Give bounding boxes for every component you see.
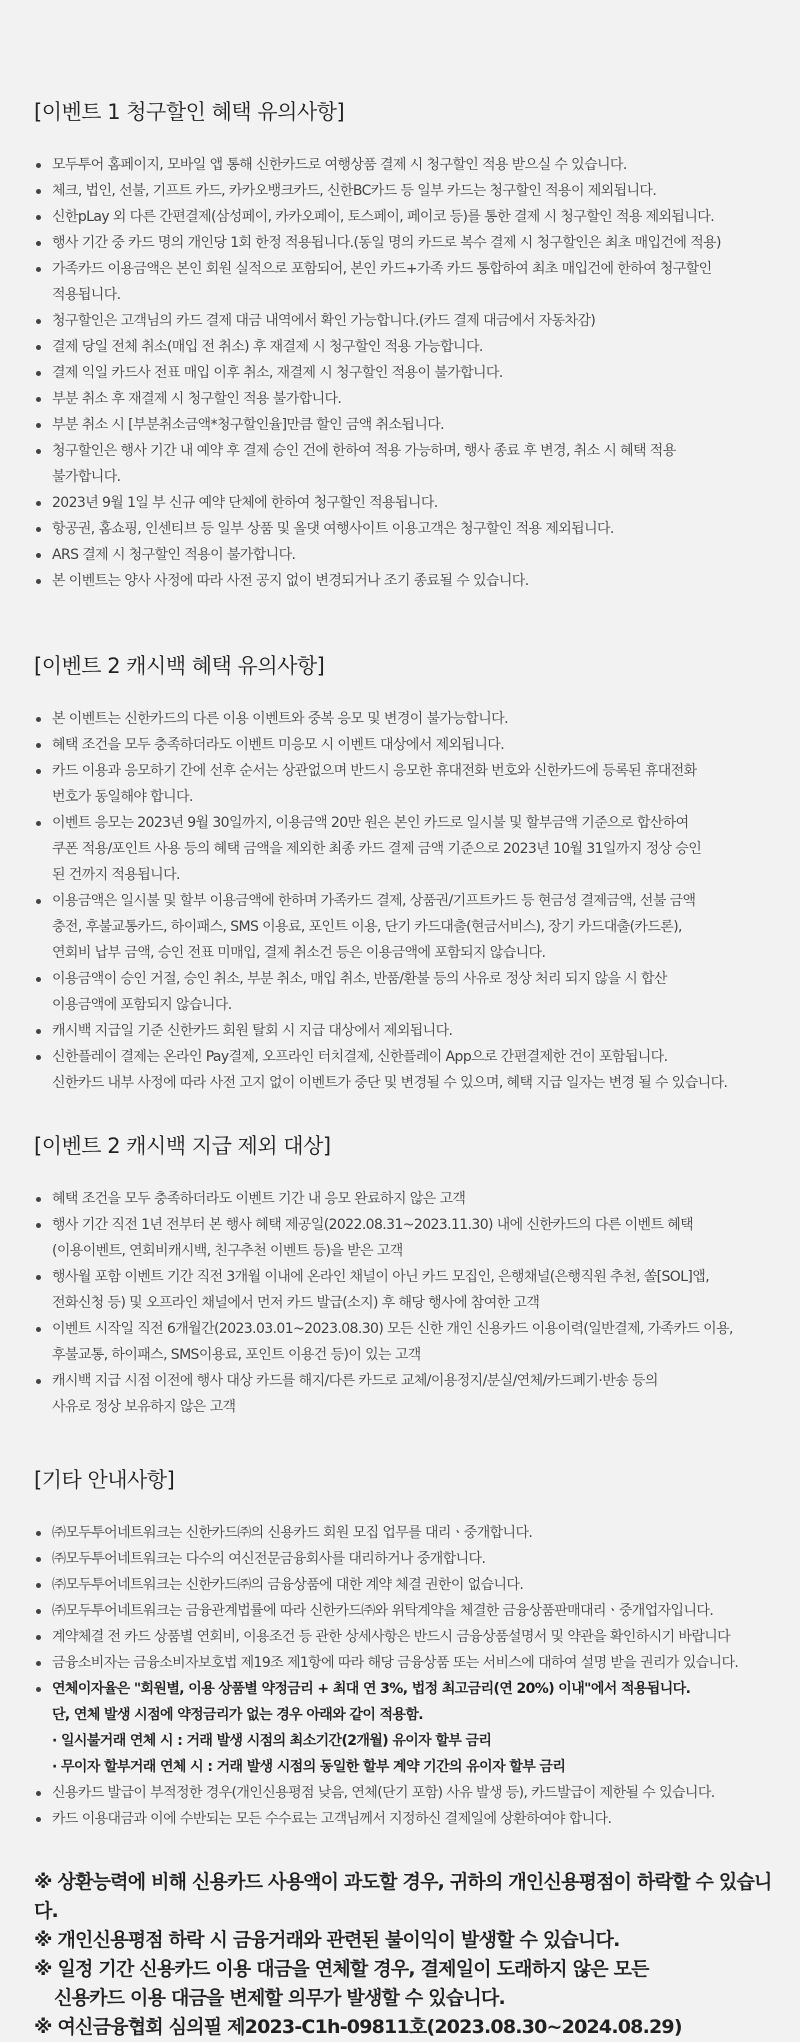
list-item-text: ㈜모두투어네트워크는 다수의 여신전문금융회사를 대리하거나 중개합니다. bbox=[52, 1551, 486, 1567]
list-item bbox=[34, 542, 776, 568]
list-item-text: 항공권, 홈쇼핑, 인센티브 등 일부 상품 및 올댓 여행사이트 이용고객은 청구할인 적용 제외됩니다. bbox=[52, 521, 614, 537]
list-item-text: 이벤트 응모는 2023년 9월 30일까지, 이용금액 20만 원은 본인 카드로 일시불 및 할부금액 기준으로 합산하여 bbox=[52, 815, 689, 831]
list-item-text: 행사월 포함 이벤트 기간 직전 3개월 이내에 온라인 채널이 아닌 카드 모집인, 은행채널(은행직원 추천, 쏠[SOL]앱, bbox=[52, 1269, 710, 1285]
list-item bbox=[34, 516, 776, 542]
list-item-text: 연체이자율은 "회원별, 이용 상품별 약정금리 + 최대 연 3%, 법정 최고금리(연 20%) 이내"에서 적용됩니다. bbox=[52, 1681, 691, 1697]
list-item bbox=[34, 810, 776, 888]
section-other-info bbox=[34, 1464, 776, 1832]
list-item-text: 번호가 동일해야 합니다. bbox=[52, 789, 193, 805]
warning-notices bbox=[34, 1868, 776, 2042]
list-item bbox=[34, 888, 776, 966]
section-event1-billing-discount bbox=[34, 96, 776, 594]
list-item bbox=[34, 732, 776, 758]
list-item-text: ㈜모두투어네트워크는 신한카드㈜의 금융상품에 대한 계약 체결 권한이 없습니다. bbox=[52, 1577, 524, 1593]
list-item bbox=[34, 1186, 776, 1212]
list-item-text: 행사 기간 직전 1년 전부터 본 행사 혜택 제공일(2022.08.31~2023.11.30) 내에 신한카드의 다른 이벤트 혜택 bbox=[52, 1217, 694, 1233]
list-item-text: 불가합니다. bbox=[52, 469, 121, 485]
list-item bbox=[34, 1806, 776, 1832]
list-item-text: 사유로 정상 보유하지 않은 고객 bbox=[52, 1399, 236, 1415]
list-item bbox=[34, 204, 776, 230]
list-item bbox=[34, 1780, 776, 1806]
list-item-text: 금융소비자는 금융소비자보호법 제19조 제1항에 따라 해당 금융상품 또는 서비스에 대하여 설명 받을 권리가 있습니다. bbox=[52, 1655, 739, 1671]
list-item-text: 카드 이용과 응모하기 간에 선후 순서는 상관없으며 반드시 응모한 휴대전화 번호와 신한카드에 등록된 휴대전화 bbox=[52, 763, 697, 779]
item-list bbox=[34, 1520, 776, 1832]
list-item-text: 전화신청 등) 및 오프라인 채널에서 먼저 카드 발급(소지) 후 해당 행사에 참여한 고객 bbox=[52, 1295, 540, 1311]
list-item bbox=[34, 230, 776, 256]
list-item-text: 청구할인은 고객님의 카드 결제 대금 내역에서 확인 가능합니다.(카드 결제 대금에서 자동차감) bbox=[52, 313, 596, 329]
list-item-text: 체크, 법인, 선불, 기프트 카드, 카카오뱅크카드, 신한BC카드 등 일부 카드는 청구할인 적용이 제외됩니다. bbox=[52, 183, 657, 199]
list-item-text: 후불교통, 하이패스, SMS이용료, 포인트 이용건 등)이 있는 고객 bbox=[52, 1347, 421, 1363]
list-item-text: 충전, 후불교통카드, 하이패스, SMS 이용료, 포인트 이용, 단기 카드대출(현금서비스), 장기 카드대출(카드론), bbox=[52, 919, 682, 935]
list-item bbox=[34, 178, 776, 204]
list-item-text: 행사 기간 중 카드 명의 개인당 1회 한정 적용됩니다.(동일 명의 카드로 복수 결제 시 청구할인은 최초 매입건에 적용) bbox=[52, 235, 721, 251]
list-item bbox=[34, 1044, 776, 1096]
list-item bbox=[34, 706, 776, 732]
list-item-text: 적용됩니다. bbox=[52, 287, 121, 303]
notice-text: ※ 상환능력에 비해 신용카드 사용액이 과도할 경우, 귀하의 개인신용평점이 하락할 수 있습니다. bbox=[34, 1871, 772, 1922]
item-list bbox=[34, 1186, 776, 1420]
list-item-text: 이용금액에 포함되지 않습니다. bbox=[52, 997, 232, 1013]
list-item bbox=[34, 308, 776, 334]
list-item-text: 본 이벤트는 신한카드의 다른 이용 이벤트와 중복 응모 및 변경이 불가능합니다. bbox=[52, 711, 508, 727]
section-title: [이벤트 2 캐시백 지급 제외 대상] bbox=[34, 1134, 331, 1158]
list-item-text: ㈜모두투어네트워크는 신한카드㈜의 신용카드 회원 모집 업무를 대리ㆍ중개합니다. bbox=[52, 1525, 533, 1541]
list-item-text: 쿠폰 적용/포인트 사용 등의 혜택 금액을 제외한 최종 카드 결제 금액 기준으로 2023년 10월 31일까지 정상 승인 bbox=[52, 841, 702, 857]
list-item bbox=[34, 1546, 776, 1572]
list-item-text: ARS 결제 시 청구할인 적용이 불가합니다. bbox=[52, 547, 296, 563]
list-item-text: 2023년 9월 1일 부 신규 예약 단체에 한하여 청구할인 적용됩니다. bbox=[52, 495, 438, 511]
list-item bbox=[34, 1572, 776, 1598]
list-item bbox=[34, 1650, 776, 1676]
list-item-text: 된 건까지 적용됩니다. bbox=[52, 867, 180, 883]
list-item-text: 신한카드 내부 사정에 따라 사전 고지 없이 이벤트가 중단 및 변경될 수 있으며, 혜택 지급 일자는 변경 될 수 있습니다. bbox=[52, 1075, 728, 1091]
list-item-text: 결제 당일 전체 취소(매입 전 취소) 후 재결제 시 청구할인 적용 가능합니다. bbox=[52, 339, 483, 355]
list-item bbox=[34, 1676, 776, 1780]
notice-line bbox=[34, 1955, 776, 2013]
list-item-text: 청구할인은 행사 기간 내 예약 후 결제 승인 건에 한하여 적용 가능하며, 행사 종료 후 변경, 취소 시 혜택 적용 bbox=[52, 443, 676, 459]
list-item-text: 캐시백 지급 시점 이전에 행사 대상 카드를 해지/다른 카드로 교체/이용정지/분실/연체/카드폐기·반송 등의 bbox=[52, 1373, 658, 1389]
list-item-text: 단, 연체 발생 시점에 약정금리가 없는 경우 아래와 같이 적용함. bbox=[52, 1707, 424, 1723]
list-item bbox=[34, 438, 776, 490]
list-item bbox=[34, 966, 776, 1018]
list-item-text: 캐시백 지급일 기준 신한카드 회원 탈회 시 지급 대상에서 제외됩니다. bbox=[52, 1023, 453, 1039]
list-item bbox=[34, 1212, 776, 1264]
list-item bbox=[34, 1316, 776, 1368]
list-item-text: 이벤트 시작일 직전 6개월간(2023.03.01~2023.08.30) 모든 신한 개인 신용카드 이용이력(일반결제, 가족카드 이용, bbox=[52, 1321, 733, 1337]
section-event2-cashback-exclusions bbox=[34, 1130, 776, 1420]
list-item-text: 카드 이용대금과 이에 수반되는 모든 수수료는 고객님께서 지정하신 결제일에 상환하여야 합니다. bbox=[52, 1811, 612, 1827]
list-item bbox=[34, 1520, 776, 1546]
list-item-text: ㈜모두투어네트워크는 금융관계법률에 따라 신한카드㈜와 위탁계약을 체결한 금융상품판매대리ㆍ중개업자입니다. bbox=[52, 1603, 714, 1619]
notice-text: ※ 일정 기간 신용카드 이용 대금을 연체할 경우, 결제일이 도래하지 않은 모든 bbox=[34, 1958, 649, 1980]
section-title: [기타 안내사항] bbox=[34, 1468, 175, 1492]
list-item bbox=[34, 1368, 776, 1420]
list-item bbox=[34, 360, 776, 386]
item-list bbox=[34, 706, 776, 1096]
list-item-text: 부분 취소 후 재결제 시 청구할인 적용 불가합니다. bbox=[52, 391, 342, 407]
notice-line bbox=[34, 1868, 776, 1926]
list-item-text: 연회비 납부 금액, 승인 전표 미매입, 결제 취소건 등은 이용금액에 포함되지 않습니다. bbox=[52, 945, 546, 961]
notice-text: ※ 개인신용평점 하락 시 금융거래와 관련된 불이익이 발생할 수 있습니다. bbox=[34, 1929, 620, 1951]
list-item-text: 혜택 조건을 모두 충족하더라도 이벤트 기간 내 응모 완료하지 않은 고객 bbox=[52, 1191, 466, 1207]
section-event2-cashback-notes bbox=[34, 650, 776, 1096]
item-list bbox=[34, 152, 776, 594]
list-item-text: · 일시불거래 연체 시 : 거래 발생 시점의 최소기간(2개월) 유이자 할부 금리 bbox=[52, 1733, 492, 1749]
list-item bbox=[34, 256, 776, 308]
list-item-text: 부분 취소 시 [부분취소금액*청구할인율]만큼 할인 금액 취소됩니다. bbox=[52, 417, 445, 433]
section-title: [이벤트 1 청구할인 혜택 유의사항] bbox=[34, 100, 345, 124]
list-item bbox=[34, 568, 776, 594]
list-item-text: · 무이자 할부거래 연체 시 : 거래 발생 시점의 동일한 할부 계약 기간의 유이자 할부 금리 bbox=[52, 1759, 566, 1775]
list-item bbox=[34, 152, 776, 178]
list-item-text: 신한pLay 외 다른 간편결제(삼성페이, 카카오페이, 토스페이, 페이코 등)를 통한 결제 시 청구할인 적용 제외됩니다. bbox=[52, 209, 715, 225]
notice-text: 신용카드 이용 대금을 변제할 의무가 발생할 수 있습니다. bbox=[54, 1987, 505, 2009]
list-item-text: 혜택 조건을 모두 충족하더라도 이벤트 미응모 시 이벤트 대상에서 제외됩니다. bbox=[52, 737, 505, 753]
list-item-text: 모두투어 홈페이지, 모바일 앱 통해 신한카드로 여행상품 결제 시 청구할인 적용 받으실 수 있습니다. bbox=[52, 157, 627, 173]
notice-line bbox=[34, 1926, 776, 1955]
list-item-text: 계약체결 전 카드 상품별 연회비, 이용조건 등 관한 상세사항은 반드시 금융상품설명서 및 약관을 확인하시기 바랍니다 bbox=[52, 1629, 731, 1645]
list-item-text: 신용카드 발급이 부적정한 경우(개인신용평점 낮음, 연체(단기 포함) 사유 발생 등), 카드발급이 제한될 수 있습니다. bbox=[52, 1785, 715, 1801]
list-item bbox=[34, 386, 776, 412]
list-item bbox=[34, 1624, 776, 1650]
list-item bbox=[34, 758, 776, 810]
list-item-text: 결제 익일 카드사 전표 매입 이후 취소, 재결제 시 청구할인 적용이 불가합니다. bbox=[52, 365, 503, 381]
notice-text: ※ 여신금융협회 심의필 제2023-C1h-09811호(2023.08.30~2024.08.29) bbox=[34, 2016, 682, 2038]
list-item-text: 이용금액은 일시불 및 할부 이용금액에 한하며 가족카드 결제, 상품권/기프트카드 등 현금성 결제금액, 선불 금액 bbox=[52, 893, 696, 909]
list-item bbox=[34, 490, 776, 516]
list-item bbox=[34, 412, 776, 438]
list-item bbox=[34, 1018, 776, 1044]
list-item-text: 본 이벤트는 양사 사정에 따라 사전 공지 없이 변경되거나 조기 종료될 수 있습니다. bbox=[52, 573, 529, 589]
list-item-text: 이용금액이 승인 거절, 승인 취소, 부분 취소, 매입 취소, 반품/환불 등의 사유로 정상 처리 되지 않을 시 합산 bbox=[52, 971, 667, 987]
section-title: [이벤트 2 캐시백 혜택 유의사항] bbox=[34, 654, 325, 678]
list-item bbox=[34, 1598, 776, 1624]
list-item bbox=[34, 1264, 776, 1316]
list-item-text: (이용이벤트, 연회비캐시백, 친구추천 이벤트 등)을 받은 고객 bbox=[52, 1243, 403, 1259]
list-item-text: 가족카드 이용금액은 본인 회원 실적으로 포함되어, 본인 카드+가족 카드 통합하여 최초 매입건에 한하여 청구할인 bbox=[52, 261, 712, 277]
list-item-text: 신한플레이 결제는 온라인 Pay결제, 오프라인 터치결제, 신한플레이 App으로 간편결제한 건이 포함됩니다. bbox=[52, 1049, 668, 1065]
list-item bbox=[34, 334, 776, 360]
